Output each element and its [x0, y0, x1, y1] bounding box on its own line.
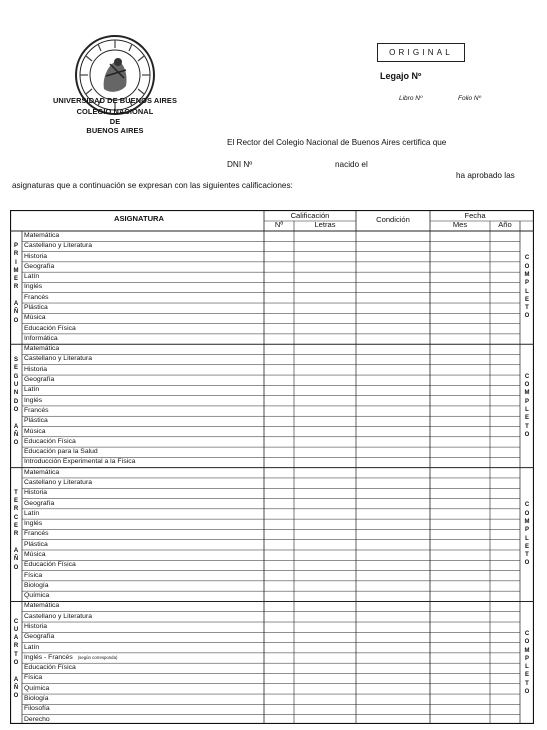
subject-name	[24, 510, 39, 517]
subject-name	[24, 242, 92, 249]
year-label: P R I M E R A Ñ O	[13, 242, 19, 324]
subject-label: Educación Física	[24, 324, 76, 332]
subject-name	[24, 325, 76, 332]
completo-label: C O M P L E T O	[524, 255, 530, 320]
subject-label: Biología	[24, 581, 49, 589]
subject-name	[24, 695, 49, 702]
subject-label: Latín	[24, 509, 40, 517]
subject-label: Matemática	[24, 232, 60, 239]
folio-label: Folio Nº	[458, 95, 481, 102]
subject-label: Historia	[24, 623, 48, 631]
subject-name	[24, 613, 92, 620]
subject-name	[24, 294, 49, 301]
subject-label: Geografía	[24, 633, 55, 641]
subject-name	[24, 345, 59, 352]
subject-label: Inglés - Francés	[24, 653, 73, 661]
subject-label: Introducción Experimental a la Física	[24, 458, 136, 466]
subject-name	[24, 500, 54, 507]
subject-name	[24, 366, 47, 373]
header-calificacion: Calificación	[290, 211, 330, 220]
college-name-line2: DE	[109, 117, 121, 126]
subject-name	[24, 397, 42, 404]
header-num: Nº	[274, 220, 284, 229]
subject-label: Castellano y Literatura	[24, 355, 93, 363]
subject-label: Castellano y Literatura	[24, 478, 93, 486]
subject-label: Música	[24, 314, 46, 322]
subject-name	[24, 541, 48, 548]
subject-name	[24, 551, 46, 558]
grades-table-lines	[10, 210, 534, 724]
subject-label: Música	[24, 550, 46, 558]
year-label: C U A R T O A Ñ O	[13, 618, 19, 700]
subject-label: Plástica	[24, 304, 48, 312]
subject-label: Latín	[24, 643, 40, 651]
subject-label: Historia	[24, 365, 48, 373]
subject-name	[24, 232, 59, 239]
subject-name	[24, 664, 76, 671]
subject-name	[24, 283, 42, 290]
subject-label: Educación para la Salud	[24, 448, 98, 456]
subject-label: Plástica	[24, 540, 48, 548]
subject-label: Latín	[24, 386, 40, 394]
subject-name	[24, 314, 46, 321]
certificate-line1: El Rector del Colegio Nacional de Buenos Aires certifica que	[227, 138, 447, 147]
subject-name	[24, 386, 39, 393]
subject-label: Derecho	[24, 715, 50, 723]
subject-label: Biología	[24, 695, 49, 703]
subject-label: Educación Física	[24, 561, 76, 569]
completo-label: C O M P L E T O	[524, 502, 530, 567]
subject-label: Informática	[24, 334, 58, 342]
subject-label: Historia	[24, 489, 48, 497]
subject-label: Música	[24, 427, 46, 435]
year-label: S E G U N D O A Ñ O	[13, 357, 19, 447]
college-name-line3: BUENOS AIRES	[86, 126, 144, 135]
subject-label: Castellano y Literatura	[24, 242, 93, 250]
subject-label: Inglés	[24, 283, 43, 291]
subject-name	[24, 623, 47, 630]
table-border	[11, 211, 534, 724]
subject-name	[24, 438, 76, 445]
subject-name	[24, 417, 48, 424]
subject-note: (según corresponda)	[77, 654, 118, 660]
subject-label: Francés	[24, 293, 49, 301]
subject-name	[24, 561, 76, 568]
subject-name	[24, 685, 49, 692]
completo-label: C O M P L E T O	[524, 373, 530, 438]
subject-label: Geografía	[24, 376, 55, 384]
subject-name	[24, 376, 54, 383]
subject-label: Física	[24, 674, 43, 682]
subject-label: Plástica	[24, 417, 48, 425]
grades-table	[10, 210, 534, 724]
subject-name	[24, 304, 48, 311]
header-asignatura: ASIGNATURA	[113, 214, 165, 223]
subject-name	[24, 674, 42, 681]
subject-name	[24, 273, 39, 280]
subject-name	[24, 520, 42, 527]
nacido-label: nacido el	[335, 160, 368, 169]
subject-name	[24, 716, 50, 723]
completo-label: C O M P L E T O	[524, 630, 530, 696]
subject-label: Matemática	[24, 345, 60, 353]
subject-name	[24, 654, 117, 661]
subject-label: Castellano y Literatura	[24, 612, 93, 620]
subject-name	[24, 335, 58, 342]
legajo-label: Legajo Nº	[380, 71, 422, 81]
subject-name	[24, 448, 98, 455]
original-stamp: ORIGINAL	[377, 43, 465, 62]
subject-name	[24, 633, 54, 640]
subject-name	[24, 705, 50, 712]
subject-name	[24, 458, 135, 465]
libro-label: Libro Nº	[399, 95, 423, 102]
subject-label: Geografía	[24, 499, 55, 507]
subject-label: Inglés	[24, 520, 43, 528]
subject-label: Historia	[24, 252, 48, 260]
subject-name	[24, 572, 42, 579]
college-name-line1: COLEGIO NACIONAL	[76, 107, 154, 116]
subject-name	[24, 407, 49, 414]
subject-label: Latín	[24, 273, 40, 281]
aprobado-label: ha aprobado las	[456, 171, 515, 180]
subject-label: Filosofía	[24, 705, 50, 713]
header-letras: Letras	[314, 220, 336, 229]
header-mes: Mes	[452, 220, 468, 229]
header-anio: Año	[498, 220, 512, 229]
subject-name	[24, 592, 49, 599]
dni-label: DNI Nº	[227, 160, 253, 169]
subject-name	[24, 582, 49, 589]
header-condicion: Condición	[376, 215, 410, 224]
subject-name	[24, 253, 47, 260]
subject-label: Educación Física	[24, 437, 76, 445]
subject-name	[24, 602, 59, 609]
subject-label: Geografía	[24, 262, 55, 270]
subject-name	[24, 479, 92, 486]
subject-name	[24, 489, 47, 496]
subject-label: Francés	[24, 406, 49, 414]
certificate-line3: asignaturas que a continuación se expresan con las siguientes calificaciones:	[12, 181, 293, 190]
subject-name	[24, 263, 54, 270]
subject-name	[24, 469, 59, 476]
subject-name	[24, 428, 46, 435]
subject-label: Física	[24, 571, 43, 579]
subject-label: Matemática	[24, 602, 60, 610]
subject-label: Química	[24, 592, 50, 600]
university-name: UNIVERSIDAD DE BUENOS AIRES	[53, 96, 177, 105]
subject-name	[24, 644, 39, 651]
subject-label: Química	[24, 684, 50, 692]
header-fecha: Fecha	[464, 211, 486, 220]
subject-name	[24, 530, 49, 537]
subject-label: Matemática	[24, 468, 60, 476]
subject-label: Francés	[24, 530, 49, 538]
subject-name	[24, 355, 92, 362]
subject-label: Educación Física	[24, 664, 76, 672]
year-label: T E R C E R A Ñ O	[13, 489, 19, 571]
subject-label: Inglés	[24, 396, 43, 404]
